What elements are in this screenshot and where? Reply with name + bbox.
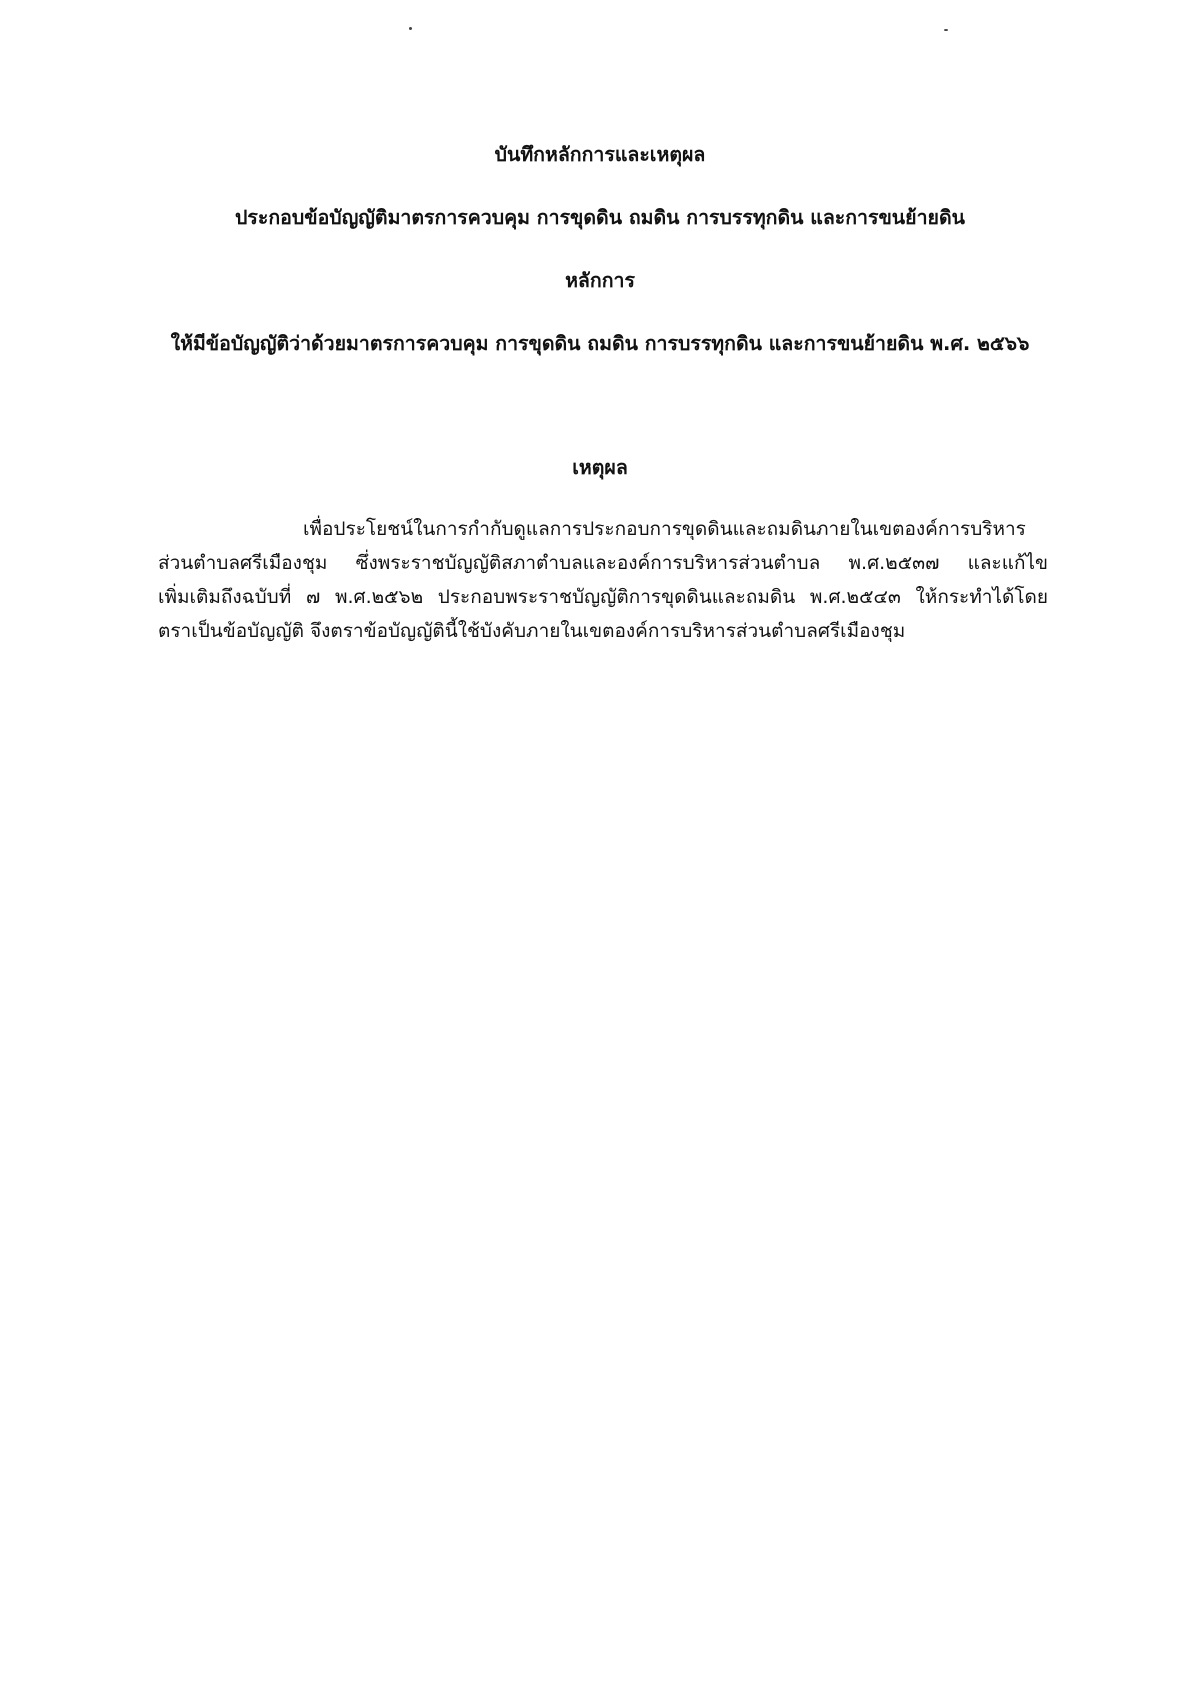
document-subtitle: ประกอบข้อบัญญัติมาตรการควบคุม การขุดดิน ถมดิน การบรรทุกดิน และการขนย้ายดิน bbox=[235, 206, 965, 229]
reason-line: ตราเป็นข้อบัญญัติ จึงตราข้อบัญญัตินี้ใช้บังคับภายในเขตองค์การบริหารส่วนตำบลศรีเมืองชุม bbox=[158, 620, 906, 642]
reason-heading: เหตุผล bbox=[572, 456, 628, 479]
reason-line: เพื่อประโยชน์ในการกำกับดูแลการประกอบการขุดดินและถมดินภายในเขตองค์การบริหาร bbox=[303, 518, 1026, 540]
reason-line: เพิ่มเติมถึงฉบับที่ ๗ พ.ศ.๒๕๖๒ ประกอบพระราชบัญญัติการขุดดินและถมดิน พ.ศ.๒๕๔๓ ให้กระทำได้โดย bbox=[158, 586, 1048, 608]
scan-speck bbox=[409, 27, 412, 30]
principle-text: ให้มีข้อบัญญัติว่าด้วยมาตรการควบคุม การขุดดิน ถมดิน การบรรทุกดิน และการขนย้ายดิน พ.ศ. ๒๕๖๖ bbox=[170, 332, 1030, 355]
scan-speck bbox=[944, 29, 948, 31]
document-title: บันทึกหลักการและเหตุผล bbox=[494, 143, 706, 166]
principle-heading: หลักการ bbox=[565, 269, 635, 292]
reason-line: ส่วนตำบลศรีเมืองชุม ซึ่งพระราชบัญญัติสภาตำบลและองค์การบริหารส่วนตำบล พ.ศ.๒๕๓๗ และแก้ไข bbox=[158, 552, 1048, 574]
reason-paragraph bbox=[158, 512, 1048, 648]
